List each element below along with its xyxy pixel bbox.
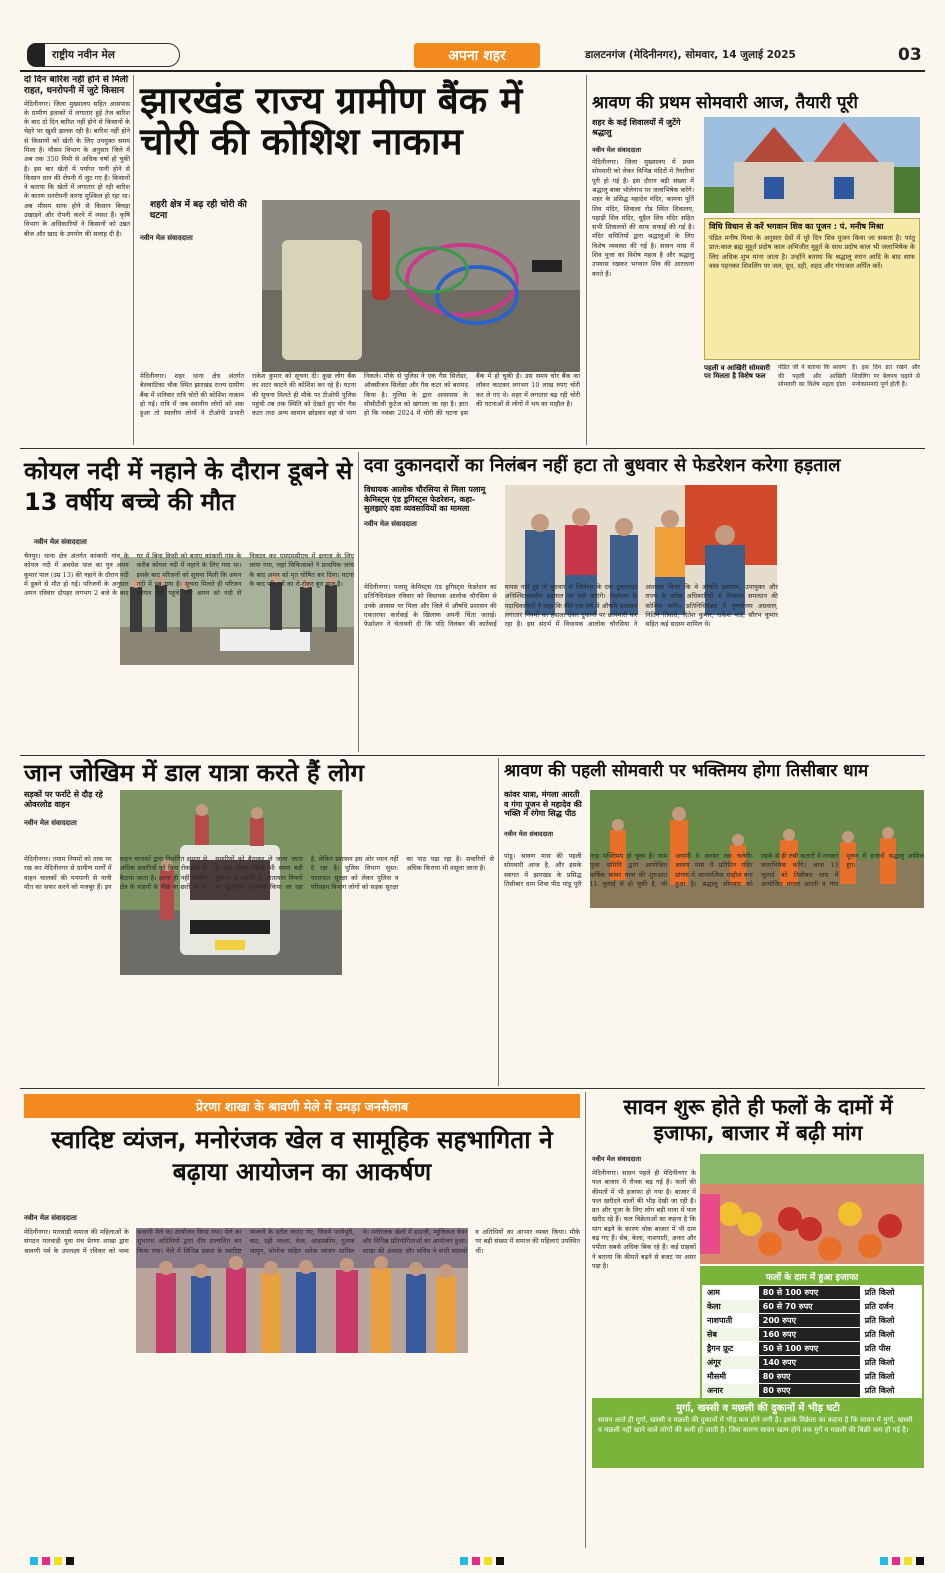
risk-kicker: सड़कों पर फर्राटे से दौड़ रहे ओवरलोड वाहन [24,790,103,809]
fruit-price: 200 रुपए [758,1314,860,1328]
price-row [703,1342,922,1356]
shravan-body: मेदिनीनगर। जिला मुख्यालय में प्रथम सोमवारी को लेकर विभिन्न मंदिरों में तैयारियां पूरी हो गई हैं। इस दौरान बड़ी संख्या में श्रद्धालु बाबा भोलेनाथ पर जलाभिषेक करेंगे। शहर के प्रसिद्ध महादेव मंदिर, कामना पूर्ति शिव मंदिर, शिवाला रोड स्थित शिवालय, पहाड़ी शिव मंदिर, चुड़ैल शिव मंदिर सहित सभी शिवालयों की साफ सफाई की गई है। मंदिर समितियों द्वारा श्रद्धालुओं के लिए विशेष व्यवस्था की गई है। सावन मास में शिव पूजा का विशेष महत्व है और श्रद्धालु उपवास रखकर भगवान शिव की आराधना करते हैं। [592,158,694,278]
shravan-sub [704,364,920,444]
price-table [702,1285,922,1398]
fruit-price: 80 रुपए [758,1370,860,1384]
price-row [703,1356,922,1370]
story-body: मेदिनीनगर। जिला मुख्यालय सहित आसपास के ग्रामीण इलाकों में लगातार हुई तेज बारिश के बाद दो दिन बारिश नहीं होने से किसानों के चेहरे पर खुशी झलक रही है। बारिश नहीं होने से किसानों को खेती के लिए उपयुक्त समय मिला है। मौसम विभाग के अनुसार जिले में अब तक 350 मिमी से अधिक वर्षा हो चुकी है। इस बार खेतों में पर्याप्त पानी होने से किसान धान की रोपनी में जुट गए हैं। किसानों ने बताया कि खेतों में लगातार हो रही बारिश के कारण धनरोपनी करना मुश्किल हो रहा था। अब मौसम साफ होने से किसान बिचड़ा उखाड़ने और रोपनी करने में व्यस्त हैं। कृषि विभाग के अधिकारियों ने किसानों को उन्नत बीज और खाद के उपयोग की सलाह दी है। [24,99,130,238]
fruit-body-bottom [592,1472,924,1548]
fruit-name: मौसमी [703,1370,759,1384]
fruit-price: 60 से 70 रुपए [758,1300,860,1314]
prerna-byline: नवीन मेल संवाददाता [24,1214,77,1222]
tisibar-kicker: कांवर यात्रा, मंगला आरती व गंगा पूजन से महादेव की भक्ति में रंगेगा सिद्ध पीठ [504,790,582,819]
fruit-name: ड्रैगन फ्रूट [703,1342,759,1356]
pharma-headline: दवा दुकानदारों का निलंबन नहीं हटा तो बुधवार से फेडरेशन करेगा हड़ताल [364,455,841,476]
prerna-banner-text: प्रेरणा शाखा के श्रावणी मेले में उमड़ा जनसैलाब [195,1099,409,1114]
price-row [703,1286,922,1300]
price-row [703,1370,922,1384]
fruit-unit: प्रति दर्जन [860,1300,921,1314]
fruit-photo [700,1154,924,1264]
sub-text: पंडित जी ने बताया कि श्रावण की पहली और आखिरी सोमवारी का विशेष महत्व होता है। इस दिन व्रत रखने और शिवलिंग पर बेलपत्र चढ़ाने से मनोकामनाएं पूर्ण होती हैं। [778,364,920,389]
bank-kicker: शहरी क्षेत्र में बढ़ रही चोरी की घटना [150,200,247,221]
risk-headline: जान जोखिम में डाल यात्रा करते हैं लोग [24,759,365,787]
fruit-price: 80 से 100 रुपए [758,1286,860,1300]
bank-kicker-box [140,200,258,243]
logo-text: राष्ट्रीय नवीन मेल [52,49,115,61]
tisibar-byline: नवीन मेल संवाददाता [504,829,553,838]
logo-mark-icon [27,43,45,67]
dateline: डालटनगंज (मेदिनीनगर), सोमवार, 14 जुलाई 2025 [585,49,796,61]
meat-shop-box [592,1398,924,1468]
fruit-headline: सावन शुरू होते ही फलों के दामों में इजाफा, बाजार में बढ़ी मांग [623,1095,893,1146]
fruit-unit: प्रति पीस [860,1342,921,1356]
pharma-kicker-box [364,485,500,529]
bank-body: मेदिनीनगर। शहर थाना क्षेत्र अंतर्गत बेलवाटिका चौक स्थित झारखंड राज्य ग्रामीण बैंक में शनिवार रात्रि चोरों की कोशिश नाकाम हो गई। रात्रि में जब स्थानीय लोगों को शक हुआ तो स्थानीय लोगों ने टीओपी प्रभारी राकेश कुमार को सूचना दी। कुछ लोग बैंक का शटर काटने की कोशिश कर रहे हैं। घटना की सूचना मिलते ही मौके पर टीओपी पुलिस पहुंची तब तक स्थिति को देखते हुए चोर गैस कटर तथा अन्य सामान छोड़कर वहां से भाग निकले। मौके से पुलिस ने एक गैस सिलेंडर, ऑक्सीजन सिलेंडर और गैस कटर को बरामद किया है। पुलिस के द्वारा आसपास के सीसीटीवी फुटेज को खंगाला जा रहा है। ज्ञात हो कि नवंबर 2024 में चोरी की घटना इस बैंक में हो चुकी है। उस समय चोर बैंक का लॉकर काटकर लगभग 10 लाख रुपए चोरी कर ले गए थे। शहर में लगातार बढ़ रही चोरी की घटनाओं से लोगों में भय का माहौल है। [140,372,580,418]
fruit-name: अनार [703,1384,759,1398]
shravan-headline: श्रावण की प्रथम सोमवारी आज, तैयारी पूरी [592,93,858,113]
shravan-byline: नवीन मेल संवाददाता [592,146,641,155]
tisibar-body: पांडू। श्रावण मास की पहली सोमवारी आज है, और इसके स्वागत में झारखंड के प्रसिद्ध तिसीबार धाम शिवा पीठ पांडू पूरी तरह भक्तिमय हो चुका है। धाम पूजा समिति द्वारा आयोजित वार्षिक कांवर यात्रा की शुरुआत 11 जुलाई से हो चुकी है, जो अगामी 9 अगस्त तक चलेगी। श्रावण मास में प्रतिदिन मंदिर प्रांगण में आध्यात्मिक माहौल बना हुआ है। श्रद्धालु सोमवार को तड़के से ही लंबी कतारों में लगकर जलाभिषेक करेंगे। आज 13 जुलाई को तिसीबार धाम में आयोजित मंगला आरती व गंगा पूजन में हजारों श्रद्धालु शामिल हुए। [504,852,924,888]
fruit-name: आम [703,1286,759,1300]
fruit-name: सेब [703,1328,759,1342]
sub-title: पहली व आखिरी सोमवारी पर मिलता है विशेष फल [704,364,770,381]
registration-marks [20,1555,925,1567]
pharma-byline: नवीन मेल संवाददाता [364,519,417,528]
shravan-kicker: शहर के कई शिवालयों में जुटेंगे श्रद्धालु [592,118,681,137]
fruit-unit: प्रति किलो [860,1370,921,1384]
tisibar-kicker-box [504,790,586,838]
prerna-body: मेदिनीनगर। मारवाड़ी समाज की महिलाओं के संगठन मारवाड़ी युवा मंच प्रेरणा शाखा द्वारा श्रावणी पर्व के उपलक्ष्य में रविवार को भव्य श्रावणी मेले का आयोजन किया गया। मेले का शुभारंभ अतिथियों द्वारा दीप प्रज्वलित कर किया गया। मेले में विभिन्न प्रकार के स्वादिष्ट व्यंजनों के स्टॉल लगाए गए, जिनमें पानीपुरी, चाट, दही भल्ला, केक, आइसक्रीम, गुलाब जामुन, मोमोज सहित अनेक व्यंजन शामिल थे। मनोरंजक खेलों में हाउजी, म्यूजिकल चेयर और विभिन्न प्रतियोगिताओं का आयोजन हुआ। शाखा की अध्यक्ष और सचिव ने सभी सदस्यों व अतिथियों का आभार व्यक्त किया। मौके पर बड़ी संख्या में समाज की महिलाएं उपस्थित थीं। [24,1228,580,1255]
prerna-left [24,1214,132,1223]
koyal-headline: कोयल नदी में नहाने के दौरान डूबने से 13 वर्षीय बच्चे की मौत [24,457,353,517]
fruit-byline: नवीन मेल संवाददाता [592,1155,641,1163]
temple-photo [704,117,920,213]
risk-byline: नवीन मेल संवाददाता [24,819,77,828]
fruit-price-table [700,1266,924,1400]
shravan-side [592,118,694,428]
fruit-unit: प्रति किलो [860,1314,921,1328]
koyal-body: चैनपुर। थाना क्षेत्र अंतर्गत कांकारी गांव के कोयल नदी में अवधेश पाल का पुत्र अमन कुमार पाल (उम्र 13) की नहाने के दौरान नदी में डूबने से मौत हो गई। परिजनों के अनुसार अमन रविवार दोपहर लगभग 2 बजे के बाद घर में बिना किसी को बताए कांकारी गांव के करीब कोयल नदी में नहाने के लिए गया था। इसके बाद परिजनों को सूचना मिली कि अमन नदी में डूब गया है। सूचना मिलते ही परिजन कोयल नदी पहुंचे और अमन को नदी से निकाल कर एमएमसीएच में इलाज के लिए लाया गया, जहां चिकित्सकों ने प्राथमिक जांच के बाद अमन को मृत घोषित कर दिया। घटना के बाद परिजनों का रो-रोकर बुरा हाल है। [24,552,354,598]
meat-box-text: सावन आते ही मुर्गा, खस्सी व मछली की दुकानों में भीड़ कम होने लगी है। इसके विक्रेता का कहना है कि सावन में मुर्गा, खस्सी व मछली नहीं खाने वाले लोगों की कमी हो जाती है। जिस कारण सावन खत्म होने तक मुर्गे व मछली की बिक्री कम हो गई है। [598,1416,913,1434]
risk-body: मेदिनीनगर। तमाम नियमों को ताक पर रख कर मेदिनीनगर से ग्रामीण मार्गों में वाहन चालकों की मनमानी से यात्री मौत का सफर करने को मजबूर हैं। इन वाहन चालकों द्वारा निर्धारित क्षमता से अधिक सवारियों को बिना रोकटोक के बैठाया जाता है। इतना ही नहीं ग्रामीण क्षेत्र के वाहनों के पीछे या छतों पर भी सवारियों को बैठाकर ले जाया जाता है। इस दौरान किसी भी समय बड़ी दुर्घटना हो सकती है। यातायात नियमों का खुलेआम उल्लंघन किया जा रहा है, लेकिन प्रशासन इस ओर ध्यान नहीं दे रहा है। पुलिस विभाग सुस्त: यातायात सुरक्षा को लेकर पुलिस व परिवहन विभाग लोगों को सड़क सुरक्षा का पाठ पढ़ा रहा है। सवारियों से अधिक किराया भी वसूला जाता है। [24,855,494,891]
fruit-price: 160 रुपए [758,1328,860,1342]
pharma-body-right [784,485,924,750]
price-row [703,1314,922,1328]
koyal-byline: नवीन मेल संवाददाता [34,538,87,546]
fruit-unit: प्रति किलो [860,1384,921,1398]
price-row [703,1328,922,1342]
price-row [703,1384,922,1398]
masthead [0,0,945,72]
price-table-title: फलों के दाम में हुआ इजाफा [765,1273,859,1283]
fruit-unit: प्रति किलो [860,1356,921,1370]
pharma-body: मेदिनीनगर। पलामू केमिस्ट्स एंड ड्रगिस्ट्स फेडरेशन का प्रतिनिधिमंडल रविवार को विधायक आलोक चौरसिया से उनके आवास पर मिला और जिले में औषधि प्रशासन की एकतरफा कार्रवाई के खिलाफ अपनी चिंता जताई। फेडरेशन ने चेतावनी दी कि यदि निलंबन की कार्रवाई वापस नहीं हुई तो बुधवार से जिलेभर के दवा दुकानदार अनिश्चितकालीन हड़ताल पर चले जाएंगे। फेडरेशन के पदाधिकारियों ने कहा कि बीते एक वर्ष से औषधि प्रशासन लगातार नियमों का हवाला देकर दुकानों पर छापेमारी कर रहा है। इस संदर्भ में विधायक आलोक चौरसिया ने आश्वस्त किया कि वे औषधि प्रशासन, उपायुक्त और राज्य के वरिष्ठ अधिकारियों से मिलकर समाधान की कोशिश करेंगे। प्रतिनिधिमंडल में पुरुषोत्तम अग्रवाल, नितिन तिवारी, रितेश कुमार, राकेश पांडे, सौरभ कुमार सहित कई सदस्य शामिल थे। [364,583,778,629]
fruit-unit: प्रति किलो [860,1328,921,1342]
pandit-quote-box [704,218,920,360]
pharma-kicker: विधायक आलोक चौरसिया से मिला पलामू केमिस्ट्स एंड ड्रगिस्ट्स फेडरेशन, कहा- सुलझाएं दवा व्यवसायियों का मामला [364,485,486,514]
fruit-body: मेदिनीनगर। सावन पहले ही मेदिनीनगर के फल बाजार में रौनक बढ़ गई है। फलों की कीमतों में भी इजाफा हो गया है। बाजार में फल खरीदने वालों की भीड़ देखी जा रही है। व्रत और पूजा के लिए लोग बड़ी मात्रा में फल खरीद रहे हैं। फल विक्रेताओं का कहना है कि मांग बढ़ने के कारण थोक बाजार में भी दाम बढ़ गए हैं। सेब, केला, नाशपाती, अनार और पपीता सबसे अधिक बिक रहे हैं। कई ग्राहकों ने बताया कि कीमतें बढ़ने से बजट पर असर पड़ा है। [592,1169,696,1270]
quote-title: विधि विधान से करें भगवान शिव का पूजन : पं. मनीष मिश्रा [709,222,884,231]
bank-byline: नवीन मेल संवाददाता [140,233,193,242]
fruit-name: अंगूर [703,1356,759,1370]
story-title: दो दिन बारिश नहीं होने से मिली राहत, धनरोपनी में जुटे किसान [24,75,129,96]
fruit-name: नाशपाती [703,1314,759,1328]
bank-headline: झारखंड राज्य ग्रामीण बैंक में चोरी की कोशिश नाकाम [140,79,523,164]
meat-box-title: मुर्गा, खस्सी व मछली की दुकानों में भीड़ घटी [676,1403,840,1414]
fruit-price: 140 रुपए [758,1356,860,1370]
fruit-price: 80 रुपए [758,1384,860,1398]
page-number: 03 [898,45,922,65]
tisibar-headline: श्रावण की पहली सोमवारी पर भक्तिमय होगा तिसीबार धाम [504,761,869,781]
quote-text: पंडित मनीष मिश्रा के अनुसार देवों में पूरे दिन शिव पूजन किया जा सकता है। परंतु प्रात:काल ब्रह्म मुहूर्त प्रदोष काल अभिजीत मुहूर्त के साथ प्रदोष काल भी जलाभिषेक के लिए अधिक शुभ माना जाता है। उन्होंने बताया कि श्रद्धालु स्नान आदि के बाद साफ वस्त्र पहनकर शिवलिंग पर जल, दूध, दही, शहद और गंगाजल अर्पित करें। [709,233,915,271]
risk-kicker-box [24,790,120,828]
fruit-name: केला [703,1300,759,1314]
prerna-headline: स्वादिष्ट व्यंजन, मनोरंजक खेल व सामूहिक सहभागिता ने बढ़ाया आयोजन का आकर्षण [51,1125,553,1186]
fruit-left [592,1154,696,1394]
fruit-price: 50 से 100 रुपए [758,1342,860,1356]
fruit-unit: प्रति किलो [860,1286,921,1300]
price-row [703,1300,922,1314]
left-rain-story [24,75,130,445]
section-title: अपना शहर [448,48,506,64]
